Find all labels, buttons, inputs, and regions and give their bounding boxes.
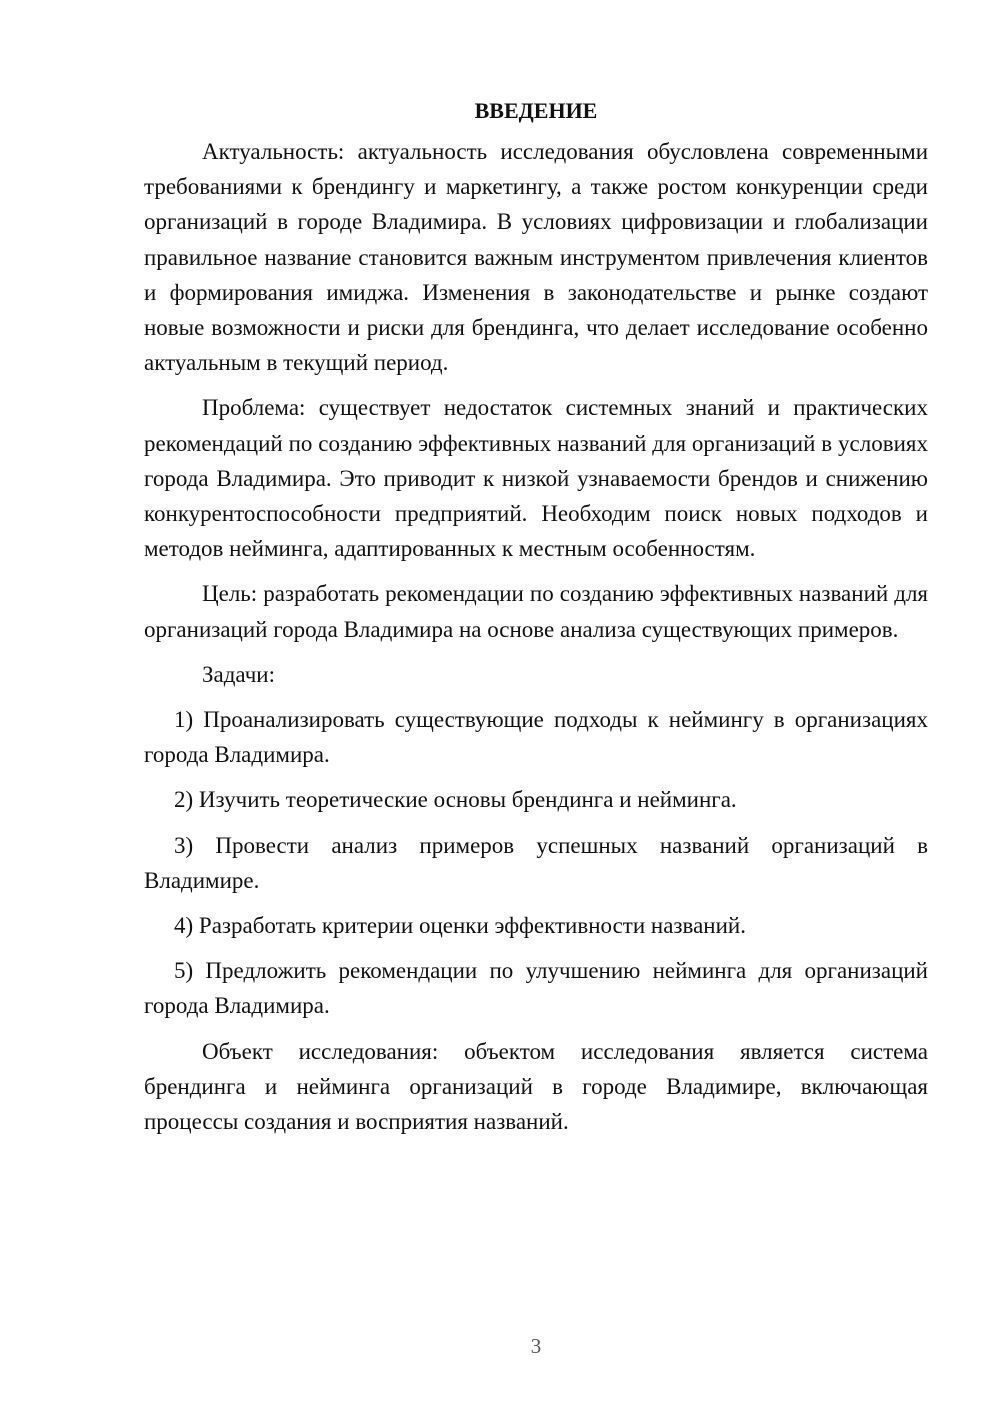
page-content: [144, 96, 928, 1149]
goal-paragraph: Цель: разработать рекомендации по созданию эффективных названий для организаций города Владимира на основе анализа существующих примеров.: [144, 581, 928, 642]
page-title: ВВЕДЕНИЕ: [474, 98, 598, 123]
task-item: 3) Провести анализ примеров успешных названий организаций в Владимире.: [144, 832, 928, 893]
page-number: 3: [530, 1334, 542, 1358]
object-paragraph: Объект исследования: объектом исследования является система брендинга и нейминга организаций в городе Владимире, включающая процессы создания и восприятия названий.: [144, 1038, 928, 1135]
relevance-paragraph: Актуальность: актуальность исследования обусловлена современными требованиями к брендингу и маркетингу, а также ростом конкуренции среди организаций в городе Владимира. В условиях цифровизации и глобализации правильное название становится важным инструментом привлечения клиентов и формирования имиджа. Изменения в законодательстве и рынке создают новые возможности и риски для брендинга, что делает исследование особенно актуальным в текущий период.: [144, 139, 928, 376]
task-item: 1) Проанализировать существующие подходы к неймингу в организациях города Владимира.: [144, 707, 928, 768]
problem-paragraph: Проблема: существует недостаток системных знаний и практических рекомендаций по созданию эффективных названий для организаций в условиях города Владимира. Это приводит к низкой узнаваемости брендов и снижению конкурентоспособности предприятий. Необходим поиск новых подходов и методов нейминга, адаптированных к местным особенностям.: [144, 395, 928, 562]
task-item: 4) Разработать критерии оценки эффективности названий.: [174, 913, 746, 939]
task-item: 5) Предложить рекомендации по улучшению нейминга для организаций города Владимира.: [144, 958, 928, 1019]
task-item: 2) Изучить теоретические основы брендинга и нейминга.: [174, 787, 737, 813]
tasks-label: Задачи:: [202, 661, 275, 687]
